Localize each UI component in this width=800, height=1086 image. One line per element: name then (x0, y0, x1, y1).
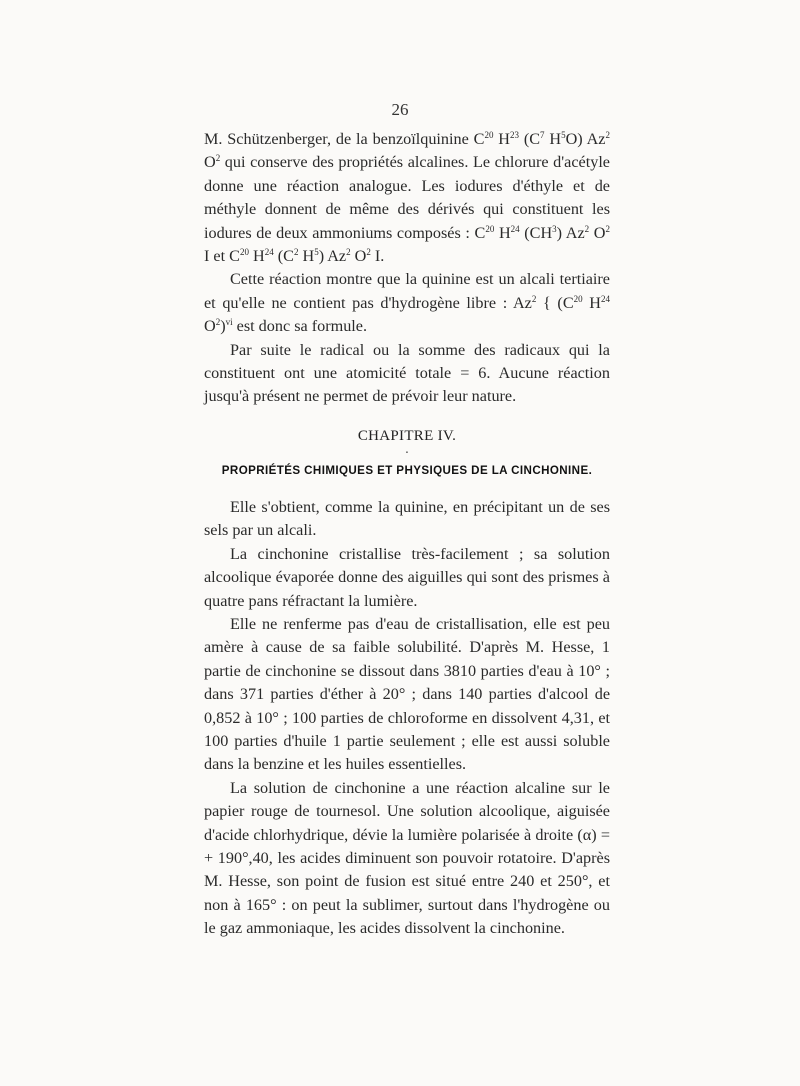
paragraph: Elle ne renferme pas d'eau de cristallisation, elle est peu amère à cause de sa faible solubilité. D'après M. Hesse, 1 partie de cinchonine se dissout dans 3810 parties d'eau à 10° ; dans 371 parties d'éther à 20° ; dans 140 parties d'alcool de 0,852 à 10° ; 100 parties de chloroforme en dissolvent 4,31, et 100 parties d'huile 1 partie seulement ; elle est aussi soluble dans la benzine et les huiles essentielles. (204, 614, 610, 774)
paragraph: Cette réaction montre que la quinine est un alcali tertiaire et qu'elle ne contient pas d'hydrogène libre : Az$^2$ { ($C^{20}$ $H^{24}$ $O^2)^{vi}$ est donc sa formule. (204, 270, 610, 336)
paragraph: M. Schützenberger, de la benzoïlquinine $C^{20}$ $H^{23}$ ($C^7$ $H^5O$) Az$^2$ $O^2$ qui conserve des propriétés alcalines. Le chlorure d'acétyle donne une réaction analogue. Les iodures d'éthyle et de méthyle donnent de même des dérivés qui constituent les iodures de deux ammoniums composés : $C^{20}$ $H^{24}$ $(CH^3)$ Az$^2$ $O^2$ I et $C^{20}$ $H^{24}$ ($C^2$ $H^5$) Az$^2$ $O^2$ I. (204, 130, 610, 266)
superscript: 7 (540, 130, 545, 140)
ornament-dot: · (404, 445, 410, 461)
paragraph: La solution de cinchonine a une réaction alcaline sur le papier rouge de tournesol. Une solution alcoolique, aiguisée d'acide chlorhydrique, dévie la lumière polarisée à droite (α) = + 190°,40, les acides diminuent son pouvoir rotatoire. D'après M. Hesse, son point de fusion est situé entre 240 et 250°, et non à 165° : on peut la sublimer, surtout dans l'hydrogène ou le gaz ammoniaque, les acides dissolvent la cinchonine. (204, 778, 610, 938)
superscript: 2 (215, 317, 221, 328)
superscript: 3 (552, 223, 557, 234)
page-number: 26 (391, 100, 409, 119)
superscript: 5 (314, 247, 319, 258)
superscript: 2 (366, 247, 371, 258)
superscript: vi (225, 317, 233, 328)
chapter-title: CHAPITRE IV. (357, 427, 457, 444)
superscript: 2 (293, 247, 299, 258)
paragraph: La cinchonine cristallise très-facilement ; sa solution alcoolique évaporée donne des aiguilles qui sont des prismes à quatre pans réfractant la lumière. (204, 544, 610, 610)
superscript: 23 (509, 130, 519, 140)
paragraph: Par suite le radical ou la somme des radicaux qui la constituent ont une atomicité totale = 6. Aucune réaction jusqu'à présent ne permet de prévoir leur nature. (204, 340, 610, 406)
superscript: 5 (561, 130, 566, 140)
superscript: 20 (484, 130, 494, 140)
superscript: 2 (584, 223, 590, 234)
superscript: 20 (239, 247, 249, 258)
superscript: 2 (531, 293, 537, 304)
superscript: 2 (346, 247, 351, 258)
superscript: 2 (215, 153, 221, 164)
paragraph: Elle s'obtient, comme la quinine, en précipitant un de ses sels par un alcali. (204, 497, 610, 540)
superscript: 24 (264, 247, 274, 258)
superscript: 2 (605, 223, 610, 234)
body-text (204, 128, 610, 941)
chapter-subtitle: PROPRIÉTÉS CHIMIQUES ET PHYSIQUES DE LA CINCHONINE. (221, 463, 593, 477)
superscript: 20 (485, 223, 495, 234)
superscript: 24 (510, 223, 520, 234)
superscript: 24 (600, 293, 610, 304)
superscript: 20 (573, 293, 583, 304)
superscript: 2 (605, 130, 610, 140)
